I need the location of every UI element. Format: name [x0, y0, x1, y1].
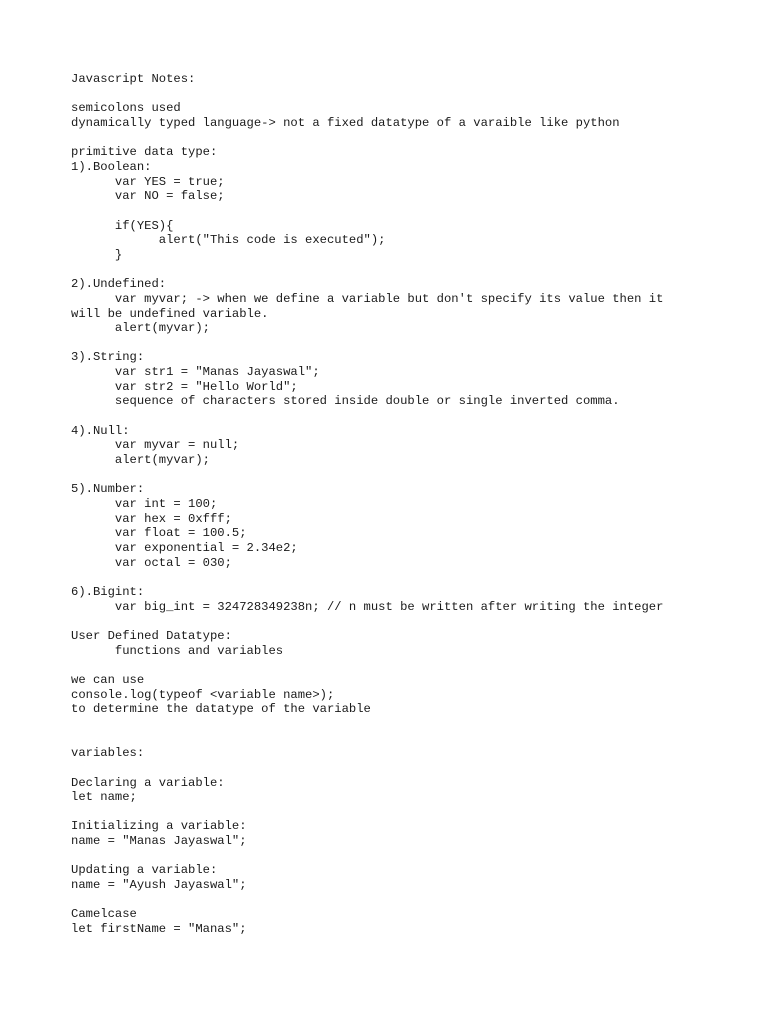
document-line: 5).Number: [71, 482, 145, 497]
document-line: console.log(typeof <variable name>); [71, 687, 335, 702]
document-line: to determine the datatype of the variable [71, 702, 371, 717]
document-line: 3).String: [71, 350, 145, 365]
document-line [71, 849, 751, 864]
document-line [71, 263, 751, 278]
document-line: var hex = 0xfff; [71, 511, 232, 526]
document-line [71, 468, 751, 483]
document-line: primitive data type: [71, 145, 218, 160]
document-line: alert(myvar); [71, 321, 210, 336]
document-line: variables: [71, 746, 145, 761]
document-line [71, 614, 751, 629]
document-line: var big_int = 324728349238n; // n must be written after writing the integer [71, 599, 664, 614]
document-line [71, 732, 751, 747]
document-text [71, 72, 751, 937]
document-line: var myvar; -> when we define a variable but don't specify its value then it [71, 291, 664, 306]
document-line: var exponential = 2.34e2; [71, 541, 298, 555]
document-line [71, 805, 751, 820]
document-line: let firstName = "Manas"; [71, 922, 247, 937]
document-line: if(YES){ [71, 218, 174, 233]
document-line: name = "Manas Jayaswal"; [71, 834, 247, 849]
document-line: name = "Ayush Jayaswal"; [71, 878, 247, 893]
document-line: we can use [71, 672, 145, 687]
document-line: User Defined Datatype: [71, 628, 232, 643]
document-line: Javascript Notes: [71, 72, 196, 86]
document-line [71, 570, 751, 585]
document-line: var octal = 030; [71, 555, 232, 570]
document-line: sequence of characters stored inside double or single inverted comma. [71, 394, 620, 409]
document-line [71, 893, 751, 908]
document-line: var float = 100.5; [71, 526, 247, 541]
document-line: Camelcase [71, 907, 137, 922]
document-line: 2).Undefined: [71, 277, 167, 292]
document-line: Declaring a variable: [71, 775, 225, 790]
document-line [71, 409, 751, 424]
document-line: var myvar = null; [71, 438, 240, 453]
document-line: var str1 = "Manas Jayaswal"; [71, 365, 320, 380]
document-line: let name; [71, 790, 137, 805]
document-line: will be undefined variable. [71, 306, 269, 321]
document-line: alert(myvar); [71, 453, 210, 468]
document-line [71, 204, 751, 219]
document-line [71, 717, 751, 732]
document-line: var NO = false; [71, 189, 225, 204]
document-line [71, 87, 751, 102]
document-line: semicolons used [71, 101, 181, 116]
document-line: var int = 100; [71, 497, 218, 512]
document-line: var str2 = "Hello World"; [71, 379, 298, 394]
document-line [71, 131, 751, 146]
document-line: var YES = true; [71, 174, 225, 189]
document-line [71, 761, 751, 776]
document-line: functions and variables [71, 643, 284, 658]
document-line [71, 336, 751, 351]
document-line: 6).Bigint: [71, 584, 145, 599]
document-line: dynamically typed language-> not a fixed datatype of a varaible like python [71, 115, 620, 130]
document-line: 4).Null: [71, 423, 130, 438]
document-line: Initializing a variable: [71, 819, 247, 834]
document-line: } [71, 247, 123, 262]
document-line: Updating a variable: [71, 863, 218, 878]
document-line [71, 658, 751, 673]
document-line: alert("This code is executed"); [71, 233, 386, 248]
document-line: 1).Boolean: [71, 159, 152, 174]
